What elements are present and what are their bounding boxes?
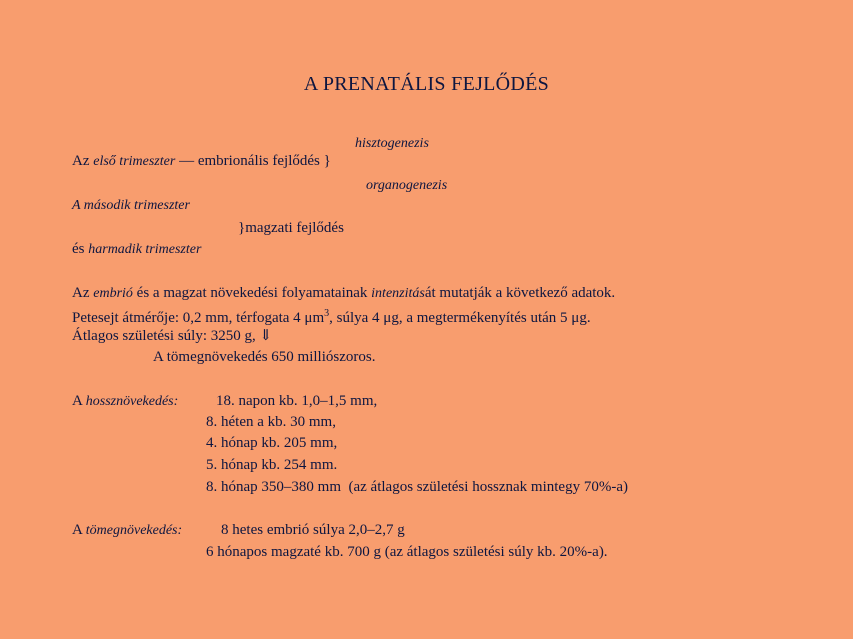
brace-icon: } xyxy=(238,220,246,236)
first-prefix: Az xyxy=(72,153,94,169)
length-item: 5. hónap kb. 254 mm. xyxy=(206,457,338,473)
second-trimester-line: A második trimeszter xyxy=(72,198,190,213)
length-item: 18. napon kb. 1,0–1,5 mm, xyxy=(216,393,378,409)
brace-icon: } xyxy=(323,153,331,169)
egg-cell-b: , súlya 4 μg, a megtermékenyítés után 5 μg. xyxy=(329,310,591,326)
embryo-term: embrió xyxy=(93,286,133,301)
mg-prefix: A xyxy=(72,522,86,538)
page-title: A PRENATÁLIS FEJLŐDÉS xyxy=(303,73,550,95)
mass-growth-term: tömegnövekedés: xyxy=(85,523,183,538)
mass-item: 8 hetes embrió súlya 2,0–2,7 g xyxy=(221,522,405,538)
organogenesis-label: organogenezis xyxy=(366,178,448,193)
egg-cell-a: Petesejt átmérője: 0,2 mm, térfogata 4 μm xyxy=(72,310,325,326)
length-item: 4. hónap kb. 205 mm, xyxy=(206,435,338,451)
third-trimester-line xyxy=(72,240,201,259)
mass-increase-line: A tömegnövekedés 650 milliószoros. xyxy=(153,349,376,365)
egg-cell-line xyxy=(72,305,591,327)
length-growth-term: hossznövekedés: xyxy=(85,394,179,409)
length-item: 8. hónap 350–380 mm (az átlagos születési hossznak mintegy 70%-a) xyxy=(206,479,628,495)
histogenesis-label: hisztogenezis xyxy=(355,136,429,151)
length-growth-label xyxy=(72,392,178,411)
lg-prefix: A xyxy=(72,393,86,409)
cube-superscript: 3 xyxy=(324,308,330,319)
birth-weight-line: Átlagos születési súly: 3250 g, ⇓ xyxy=(72,328,273,344)
third-trimester-term: harmadik trimeszter xyxy=(88,242,202,257)
first-trimester-line xyxy=(72,152,331,171)
embryonic-development: — embrionális fejlődés xyxy=(175,153,324,169)
intensity-term: intenzitás xyxy=(371,286,425,301)
mass-item: 6 hónapos magzaté kb. 700 g (az átlagos születési súly kb. 20%-a). xyxy=(206,544,608,560)
first-trimester-term: első trimeszter xyxy=(93,154,176,169)
g-l1e: át mutatják a következő adatok. xyxy=(424,285,616,301)
length-item: 8. héten a kb. 30 mm, xyxy=(206,414,336,430)
growth-intro-line xyxy=(72,284,615,303)
mass-growth-label xyxy=(72,521,182,540)
g-l1a: Az xyxy=(72,285,94,301)
g-l1c: és a magzat növekedési folyamatainak xyxy=(132,285,372,301)
fetal-development-line xyxy=(238,219,344,237)
fetal-development: magzati fejlődés xyxy=(245,220,344,236)
third-prefix: és xyxy=(72,241,89,257)
